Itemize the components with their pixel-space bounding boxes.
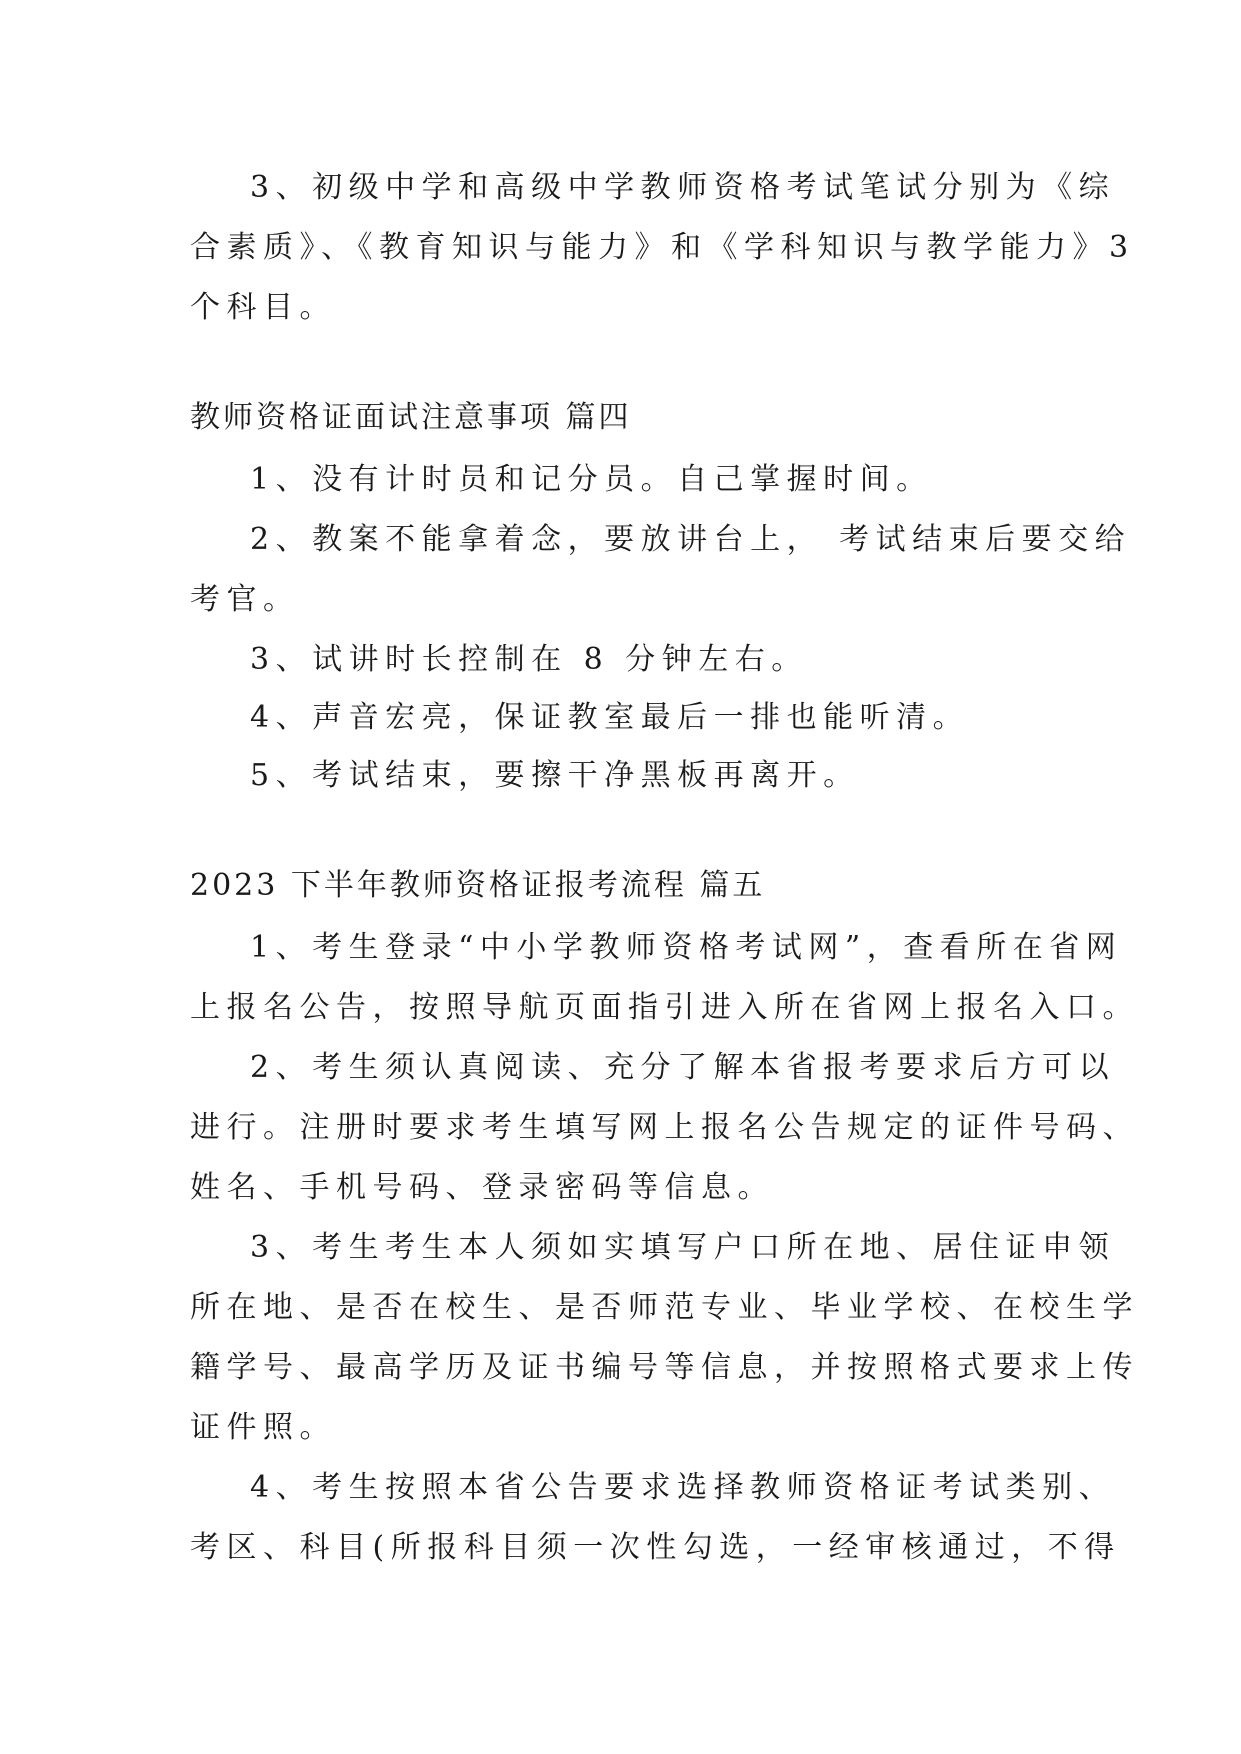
paragraph-line: 个科目。	[190, 290, 336, 325]
paragraph-line: 进行。注册时要求考生填写网上报名公告规定的证件号码、	[190, 1110, 1139, 1145]
paragraph-line: 1、考生登录“中小学教师资格考试网”，查看所在省网	[250, 930, 1123, 965]
paragraph-line: 1、没有计时员和记分员。自己掌握时间。	[250, 462, 933, 497]
paragraph-line: 3、考生考生本人须如实填写户口所在地、居住证申领	[250, 1230, 1116, 1265]
paragraph-line: 4、考生按照本省公告要求选择教师资格证考试类别、	[250, 1470, 1116, 1505]
paragraph-line: 4、声音宏亮，保证教室最后一排也能听清。	[250, 700, 970, 735]
paragraph-line: 姓名、手机号码、登录密码等信息。	[190, 1170, 774, 1205]
paragraph-line: 证件照。	[190, 1410, 336, 1445]
paragraph-line: 3、初级中学和高级中学教师资格考试笔试分别为《综	[250, 170, 1116, 205]
paragraph-line: 所在地、是否在校生、是否师范专业、毕业学校、在校生学	[190, 1290, 1139, 1325]
paragraph-line: 籍学号、最高学历及证书编号等信息，并按照格式要求上传	[190, 1350, 1139, 1385]
paragraph-line: 2、考生须认真阅读、充分了解本省报考要求后方可以	[250, 1050, 1116, 1085]
section-heading: 教师资格证面试注意事项 篇四	[190, 400, 632, 435]
paragraph-line: 3、试讲时长控制在 8 分钟左右。	[250, 642, 808, 677]
section-heading: 2023 下半年教师资格证报考流程 篇五	[190, 868, 766, 903]
paragraph-line: 上报名公告，按照导航页面指引进入所在省网上报名入口。	[190, 990, 1139, 1025]
paragraph-line: 考官。	[190, 582, 300, 617]
paragraph-line: 5、考试结束，要擦干净黑板再离开。	[250, 758, 860, 793]
paragraph-line: 考区、科目(所报科目须一次性勾选，一经审核通过，不得	[190, 1530, 1121, 1565]
paragraph-line: 合素质》、《教育知识与能力》和《学科知识与教学能力》3	[190, 230, 1135, 265]
paragraph-line: 2、教案不能拿着念，要放讲台上， 考试结束后要交给	[250, 522, 1132, 557]
